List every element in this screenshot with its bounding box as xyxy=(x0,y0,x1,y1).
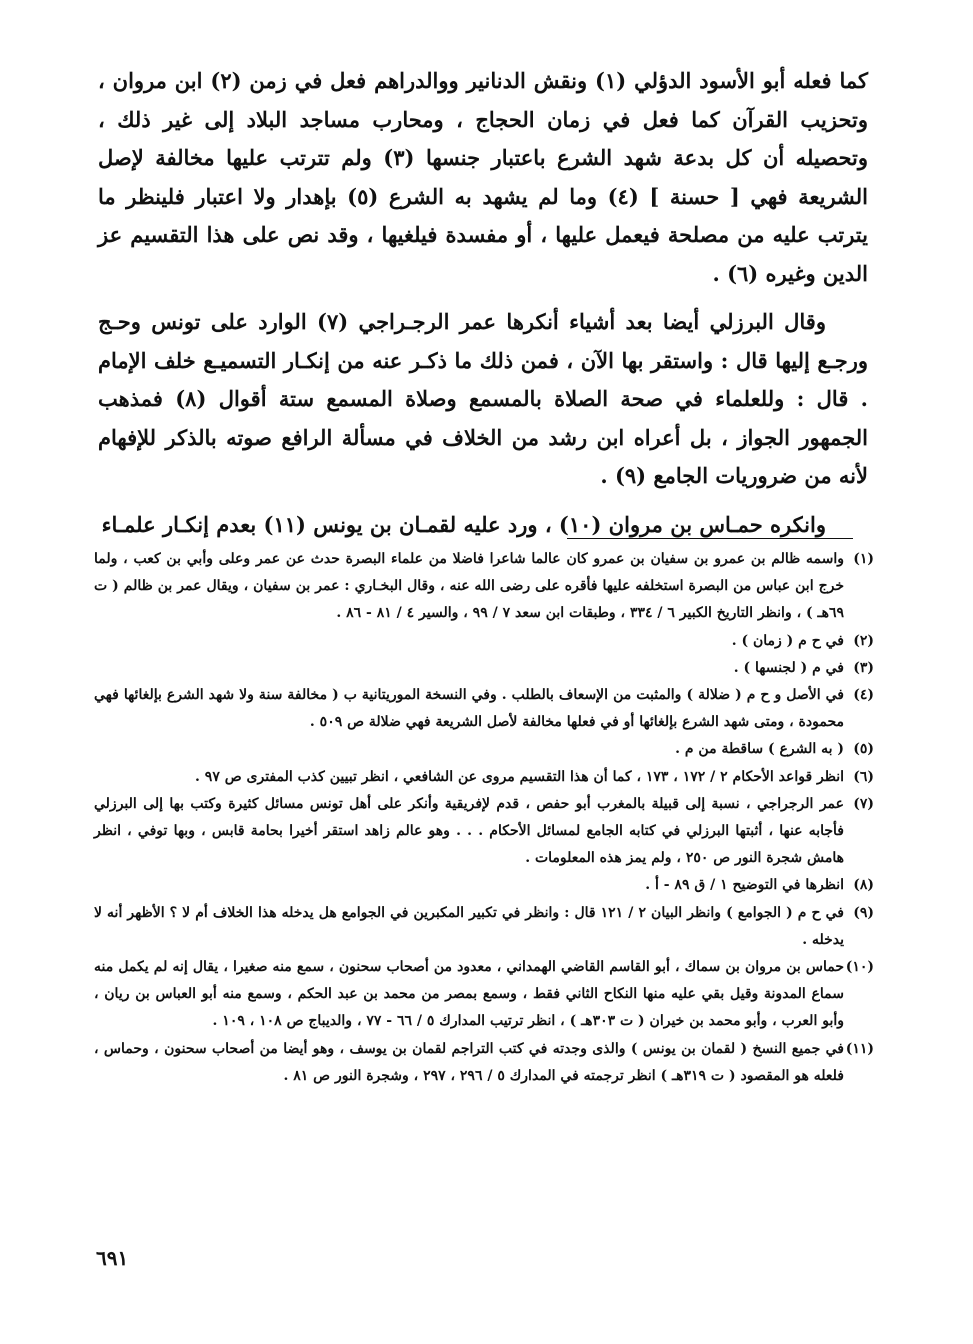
footnote-number: (٧) xyxy=(853,795,874,812)
footnote-number: (٣) xyxy=(853,659,874,676)
footnote-divider xyxy=(567,538,853,539)
footnote-text: في الأصل و ح م ( ضلالة ) والمثبت من الإسعاف بالطلب . وفي النسخة الموريتانية ب ( مخالفة سنة ولا شهد الشرع بإلغائها فهي محمودة ، ومتى شهد الشرع بإلغائها أو في فعلها مخالفة لأصل الشريعة فهي ضلالة ص ٥٠٩ . xyxy=(94,687,844,731)
footnote-6 xyxy=(94,764,874,791)
footnote-9 xyxy=(94,900,874,954)
paragraph-3: وانكره حمـاس بن مروان (١٠) ، ورد عليه لقمـان بن يونس (١١) بعدم إنكـار علمـاء xyxy=(101,511,826,537)
footnote-number: (٨) xyxy=(853,877,874,894)
footnote-text: في م ( لجنسها ) . xyxy=(733,659,844,676)
footnote-number: (٥) xyxy=(853,741,874,758)
footnote-number: (١١) xyxy=(845,1040,874,1057)
footnote-8 xyxy=(94,872,874,899)
footnote-number: (١٠) xyxy=(845,959,874,976)
footnote-10 xyxy=(94,954,874,1036)
footnote-1 xyxy=(94,546,874,628)
footnote-7 xyxy=(94,791,874,873)
paragraph-2: وقال البرزلي أيضا بعد أشياء أنكرها عمر الرجـراجي (٧) الوارد على تونس وحـج ورجـع إليها قال : واستقر بها الآن ، فمن ذلك ما ذكـر عنه من إنكـار التسميـع خلف الإمام . قال : وللعلماء في صحة الصلاة بالمسمع وصلاة المسمع ستة أقوال (٨) فمذهب الجمهور الجواز ، بل أعراه ابن رشد من الخلاف في مسألة الرافع صوته بالذكر للإفهام لأنه من ضروريات الجامع (٩) . xyxy=(98,309,868,488)
footnote-number: (٦) xyxy=(853,768,874,785)
footnote-text: انظرها في التوضيح ١ / ق ٨٩ - أ . xyxy=(645,877,844,894)
footnote-text: في ح م ( زمان ) . xyxy=(731,632,844,649)
footnote-3 xyxy=(94,655,874,682)
paragraph-1: كما فعله أبو الأسود الدؤلي (١) ونقش الدنانير ووالدراهم فعل في زمن (٢) ابن مروان ، وتحزيب القرآن كما فعل في زمان الحجاج ، ومحارب مساجد البلاد إلى غير ذلك ، وتحصيله أن كل بدعة شهد الشرع باعتبار جنسها (٣) ولم تترتب عليها مخالفة لإصل الشريعة فهي [ حسنة ] (٤) وما لم يشهد به الشرع (٥) بإهدار ولا اعتبار فلينظر ما يترتب عليه من مصلحة فيعمل عليها ، أو مفسدة فيلغيها ، وقد نص على هذا التقسيم عز الدين وغيره (٦) . xyxy=(98,68,869,286)
footnote-5 xyxy=(94,736,874,763)
footnote-text: في جميع النسخ ( لقمان بن يونس ) والذى وجدته في كتب التراجم لقمان بن يوسف ، وهو أيضا من أصحاب سحنون ، وحماس ، فلعله هو المقصود ( ت ٣١٩هـ ) انظر ترجمته في المدارك ٥ / ٢٩٦ ، ٢٩٧ ، وشجرة النور ص ٨١ . xyxy=(94,1040,844,1084)
footnote-text: ( به الشرع ) ساقطة من م . xyxy=(675,741,844,758)
footnote-number: (٢) xyxy=(853,632,874,649)
footnote-4 xyxy=(94,682,874,736)
page-number: ٦٩١ xyxy=(96,1246,129,1270)
footnote-11 xyxy=(94,1036,874,1090)
footnote-2 xyxy=(94,628,874,655)
footnote-text: حماس بن مروان بن سماك ، أبو القاسم القاضي الهمداني ، معدود من أصحاب سحنون ، سمع منه صغيرا ، يقال إنه لم يكمل منه سماع المدونة وقيل بقي عليه منها النكاح الثاني فقط ، وسمع بمصر من محمد بن عبد الحكم ، وسمع منه أبو العباس بن ريان ، وأبو العرب ، وأبو محمد بن خيران ( ت ٣٠٣هـ ) ، انظر ترتيب المدارك ٥ / ٦٦ - ٧٧ ، والديباج ص ١٠٨ ، ١٠٩ . xyxy=(94,959,844,1030)
main-text xyxy=(98,62,868,554)
footnote-text: عمر الرجراجي ، نسبة إلى قبيلة بالمغرب أبو حفص ، قدم لإفريقية وأنكر على أهل تونس مسائل كثيرة وكتب بها إلى البرزلي فأجابه عنها ، أثبتها البرزلي في كتابه الجامع لمسائل الأحكام . . . وهو عالم زاهد استقر أخيرا بحامة قابس ، وبها توفي ، انظر هامش شجرة النور ص ٢٥٠ ، ولم يمز هذه المعلومات . xyxy=(94,795,844,867)
footnote-number: (٤) xyxy=(853,687,874,704)
footnote-text: في ح م ( الجوامع ) وانظر البيان ٢ / ١٢١ قال : وانظر في تكبير المكبرين في الجوامع هل يدخله هذا الخلاف أم لا ؟ الأظهر أنه لا يدخله . xyxy=(94,904,844,948)
footnote-text: انظر قواعد الأحكام ٢ / ١٧٢ ، ١٧٣ ، كما أن هذا التقسيم مروى عن الشافعي ، انظر تبيين كذب المفترى ص ٩٧ . xyxy=(195,768,844,785)
footnote-number: (٩) xyxy=(853,904,874,921)
footnote-number: (١) xyxy=(853,551,874,567)
footnotes xyxy=(94,546,874,1090)
footnote-text: واسمه ظالم بن عمرو بن سفيان بن عمرو كان عالما شاعرا فاضلا من علماء البصرة حدث عن عمر وعلى وأبي بن كعب ، ولما خرج ابن عباس من البصرة استخلفه عليها فأقره على رضى الله عنه ، وقال البخـاري : عمر بن سفيان ، ويقال عمر بن ظالم ( ت ٦٩هـ ) ، وانظر التاريخ الكبير ٦ / ٣٣٤ ، وطبقات ابن سعد ٧ / ٩٩ ، والسير ٤ / ٨١ - ٨٦ . xyxy=(94,551,844,622)
